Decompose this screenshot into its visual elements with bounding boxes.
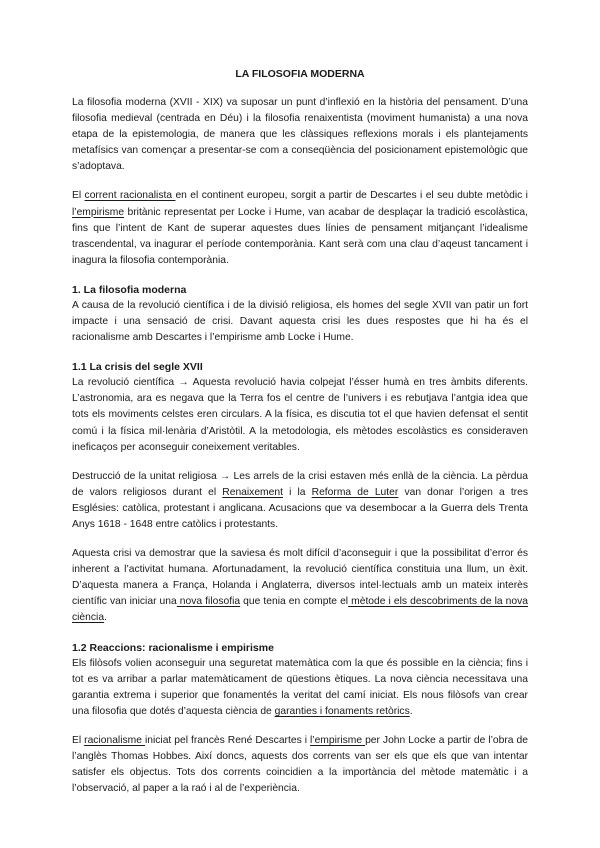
underlined-term-racionalisme-2: racionalisme	[84, 734, 145, 746]
section-1-2-paragraph-1	[72, 656, 528, 720]
text-run: Els filòsofs volien aconseguir una seguretat matemàtica com la que és possible en la ciència; fins i tot es va arribar a parlar matemàticament de qüestions ètiques. La nova ciència necessitava una garantia extrema i superior que fonamentés la veritat del camí iniciat. Els nous filòsofs van crear una filosofia que dotés d’aquesta ciència de	[72, 657, 528, 717]
text-run: El	[72, 734, 85, 746]
underlined-term-racionalisme: corrent racionalista	[84, 190, 176, 202]
text-run: iniciat pel francès René Descartes i	[144, 734, 310, 746]
section-1-1-paragraph-2	[72, 469, 528, 533]
text-run: .	[409, 705, 413, 717]
section-heading-1: 1. La filosofia moderna	[72, 283, 187, 296]
underlined-term-garanties: garanties i fonaments retòrics	[274, 705, 410, 717]
underlined-term-renaixement: Renaixement	[222, 486, 283, 498]
underlined-term-nova-filosofia: nova filosofia	[176, 596, 241, 608]
section-1-1-paragraph-1: La revolució científica → Aquesta revolució havia colpejat l’ésser humà en tres àmbits diferents. L’astronomia, ara es negava que la Terra fos el centre de l’univers i es rebutjava l’antgia idea que tots els moviments celstes eren circulars. A la física, es discutia tot el que havien defensat el sentit comú i la física mil·lenària d’Aristòtil. A la metodologia, els mètodes escolàstics es consideraven ineficaços per aconseguir coneixement veritables.	[72, 377, 528, 453]
text-run: Aquesta crisi va demostrar que la saviesa és molt difícil d’aconseguir i que la possibilitat d’error és inherent a l’activitat humana. Afortunadament, la revolució científica constituia una llum, un èxit. D’aquesta manera a França, Holanda i Anglaterra, diversos intel·lectuals amb un mateix interès científic van iniciar una	[72, 548, 528, 608]
text-run: que tenia en compte el	[240, 596, 349, 608]
text-run: van donar l’origen a tres Esglésies: catòlica, protestant i anglicana. Acusacions que va desembocar a la Guerra dels Trenta Anys 1618 - 1648 entre catòlics i protestants.	[72, 486, 528, 530]
underlined-term-empirisme-2: l’empirisme	[310, 734, 366, 746]
text-run: britànic representat per Locke i Hume, van acabar de desplaçar la tradició escolàstica, fins que l’intent de Kant de superar aquestes dues línies de pensament mitjançant l’idealisme trascendental, va inagurar el període contemporània. Kant serà com una clau d’aqeust tancament i inagura la filosofia contemporània.	[72, 206, 528, 266]
text-run: i la	[282, 486, 312, 498]
text-run: en el continent europeu, sorgit a partir de Descartes i el seu dubte metòdic i	[175, 190, 528, 202]
section-1-paragraph: A causa de la revolució científica i de la divisió religiosa, els homes del segle XVII van patir un fort impacte i una sensació de crisi. Davant aquesta crisi les dues respostes que hi ha és el racionalisme amb Descartes i l’empirisme amb Locke i Hume.	[72, 299, 528, 344]
text-run: El	[72, 190, 85, 202]
section-heading-1-2: 1.2 Reaccions: racionalisme i empirisme	[72, 641, 274, 654]
text-run: per John Locke a partir de l’obra de l’anglès Thomas Hobbes. Així doncs, aquests dos corrents van ser els que els que van intentar satisfer els objectus. Tots dos corrents coincidien a la importància del mètode matemàtic i a l’observació, al paper a la raó i al de l’experiència.	[72, 734, 528, 795]
intro-paragraph-2	[72, 188, 528, 268]
underlined-term-metode: mètode i els descobriments de la nova ciència	[72, 596, 529, 624]
underlined-term-reforma: Reforma de Luter	[311, 486, 399, 498]
underlined-term-empirisme: l’empirisme	[72, 206, 125, 218]
section-1-1-paragraph-3	[72, 546, 528, 626]
document-body	[72, 66, 528, 810]
text-run: .	[104, 612, 107, 624]
intro-paragraph-1: La filosofia moderna (XVII - XIX) va suposar un punt d’inflexió en la història del pensament. D’una filosofia medieval (centrada en Déu) i la filosofia renaixentista (moviment humanista) a una nova etapa de la epistemologia, de manera que les clàssiques reflexions morals i els plantejaments metafísics van començar a presentar-se com a conseqüència del posicionament epistemològic que s’adoptava.	[72, 97, 528, 173]
section-1-2-paragraph-2	[72, 733, 528, 797]
section-heading-1-1: 1.1 La crisis del segle XVII	[72, 361, 203, 374]
page-title: LA FILOSOFIA MODERNA	[235, 68, 365, 80]
text-run: Destrucció de la unitat religiosa → Les arrels de la crisi estaven més enllà de la ciència. La pèrdua de valors religiosos durant el	[72, 470, 528, 498]
